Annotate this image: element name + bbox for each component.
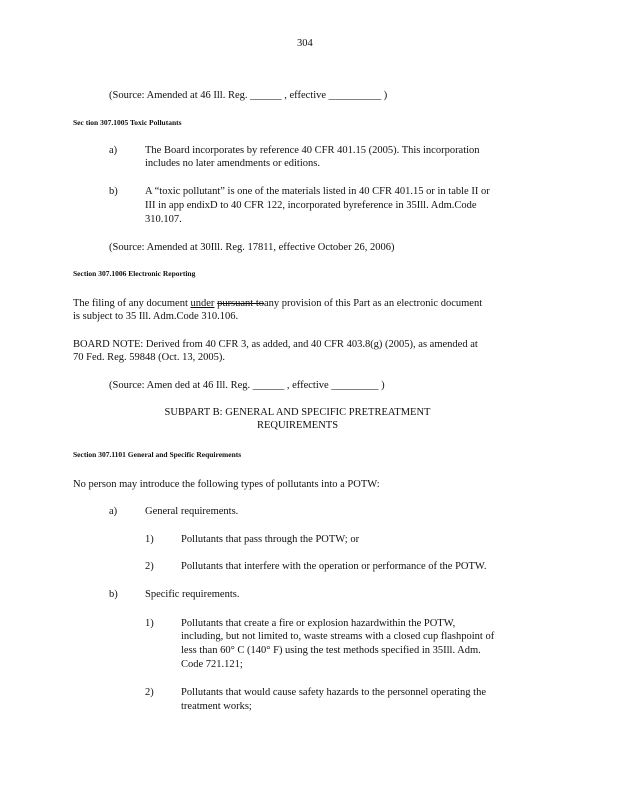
subitem-text: Pollutants that interfere with the operation or performance of the POTW. [181, 561, 487, 572]
paragraph-line: 310.107. [145, 214, 182, 225]
source-suffix: ) [381, 90, 388, 101]
paragraph-line: The Board incorporates by reference 40 CFR 401.15 (2005). This incorporation [145, 145, 480, 156]
paragraph-line: III in app endixD to 40 CFR 122, incorporated byreference in 35Ill. Adm.Code [145, 200, 477, 211]
subitem-text: Pollutants that would cause safety hazards to the personnel operating the [181, 687, 486, 698]
source-prefix: (Source: Amended at 46 Ill. Reg. [109, 90, 251, 101]
board-note-line: BOARD NOTE: Derived from 40 CFR 3, as added, and 40 CFR 403.8(g) (2005), as amended at [73, 339, 478, 350]
subitem-text: Code 721.121; [181, 659, 243, 670]
section-heading-1005: Sec tion 307.1005 Toxic Pollutants [73, 118, 182, 127]
subitem-text: Pollutants that pass through the POTW; or [181, 534, 360, 545]
source-reg-blank: ______ [252, 380, 285, 391]
deleted-text: pursuant to [217, 298, 265, 309]
text-run: any provision of this Part as an electronic document [264, 298, 483, 309]
section-heading-1006: Section 307.1006 Electronic Reporting [73, 269, 196, 278]
subpart-title: SUBPART B: GENERAL AND SPECIFIC PRETREATMENT [164, 407, 431, 418]
paragraph-line: A “toxic pollutant” is one of the materials listed in 40 CFR 401.15 or in table II or [145, 186, 490, 197]
item-label-a: a) [109, 506, 118, 517]
subitem-label: 1) [145, 534, 154, 545]
item-text: General requirements. [145, 506, 239, 517]
subitem-label: 2) [145, 687, 154, 698]
text-run: The filing of any document [73, 298, 191, 309]
section-heading-1101: Section 307.1101 General and Specific Requirements [73, 450, 242, 459]
page-number: 304 [297, 38, 313, 49]
subitem-label: 2) [145, 561, 154, 572]
board-note-line: 70 Fed. Reg. 59848 (Oct. 13, 2005). [73, 352, 225, 363]
paragraph-line [73, 297, 482, 310]
source-prefix: (Source: Amen ded at 46 Ill. Reg. [109, 380, 253, 391]
subitem-label: 1) [145, 618, 154, 629]
source-effective: , effective [281, 90, 329, 101]
subitem-text: Pollutants that create a fire or explosion hazardwithin the POTW, [181, 618, 456, 629]
source-effective: , effective [284, 380, 332, 391]
item-label-b: b) [109, 186, 118, 197]
source-line-amended [109, 89, 387, 102]
source-line-amended [109, 379, 385, 392]
inserted-text: under [190, 298, 215, 309]
subitem-text: treatment works; [181, 701, 252, 712]
paragraph-line: is subject to 35 Ill. Adm.Code 310.106. [73, 311, 239, 322]
subitem-text: less than 60° C (140° F) using the test methods specified in 35Ill. Adm. [181, 645, 481, 656]
source-effective-blank: __________ [328, 90, 382, 101]
source-suffix: ) [378, 380, 385, 391]
source-reg-blank: ______ [250, 90, 282, 101]
source-line: (Source: Amended at 30Ill. Reg. 17811, effective October 26, 2006) [109, 242, 395, 253]
paragraph-line: includes no later amendments or editions. [145, 158, 320, 169]
source-effective-blank: _________ [331, 380, 379, 391]
item-label-a: a) [109, 145, 118, 156]
paragraph-line: No person may introduce the following types of pollutants into a POTW: [73, 479, 380, 490]
item-label-b: b) [109, 589, 118, 600]
subitem-text: including, but not limited to, waste streams with a closed cup flashpoint of [181, 631, 495, 642]
item-text: Specific requirements. [145, 589, 240, 600]
subpart-title-line2: REQUIREMENTS [256, 420, 339, 431]
